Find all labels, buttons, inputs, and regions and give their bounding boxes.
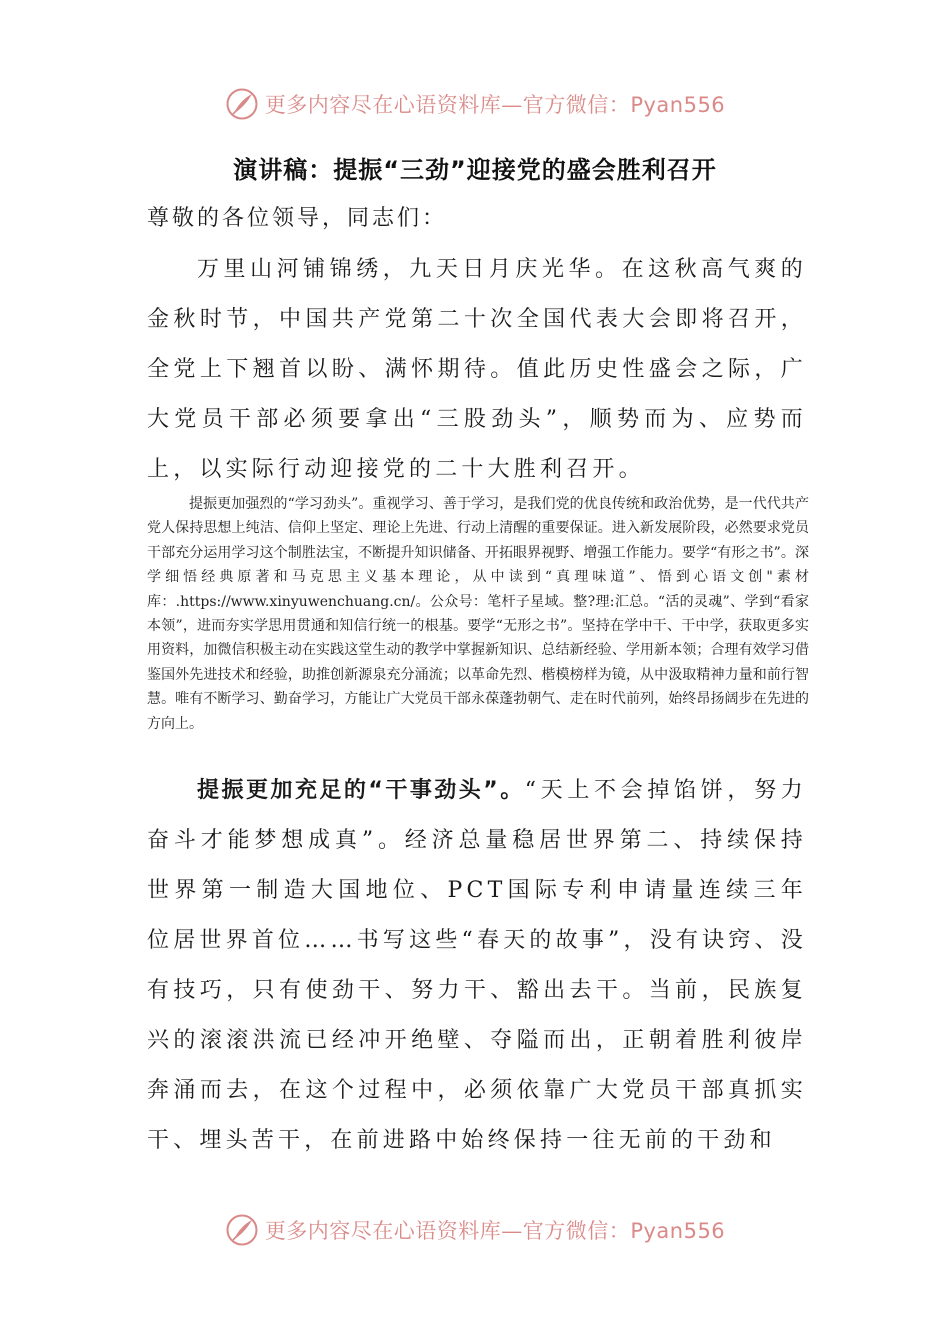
- banner-wechat-handle: Pyan556: [630, 93, 726, 117]
- paragraph-study: [147, 492, 809, 736]
- header-watermark-banner: [0, 82, 950, 126]
- paragraph-intro: [147, 245, 807, 495]
- quill-logo-icon: [225, 1213, 259, 1247]
- banner-text: 更多内容尽在心语资料库—官方微信：Pyan556: [264, 93, 726, 117]
- paragraph-work-lead: 提振更加充足的“干事劲头”。: [197, 778, 525, 803]
- quill-logo-icon: [225, 87, 259, 121]
- greeting: 尊敬的各位领导，同志们：: [147, 206, 448, 231]
- paragraph-study-text: 提振更加强烈的“学习劲头”。重视学习、善于学习，是我们党的优良传统和政治优势，是一代代共产党人保持思想上纯洁、信仰上坚定、理论上先进、行动上清醒的重要保证。进入新发展阶段，必然要求党员干部充分运用学习这个制胜法宝，不断提升知识储备、开拓眼界视野、增强工作能力。要学“有形之书”。深学细悟经典原著和马克思主义基本理论，从中读到“真理味道”、悟到心语文创"素材库：.https://www.xinyuwenchuang.cn/。公众号：笔杆子星域。整?理:汇总。“活的灵魂”、学到“看家本领”，进而夯实学思用贯通和知信行统一的根基。要学“无形之书”。坚持在学中干、干中学，获取更多实用资料，加微信积极主动在实践这堂生动的教学中掌握新知识、总结新经验、学用新本领；合理有效学习借鉴国外先进技术和经验，助推创新源泉充分涌流；以革命先烈、楷模榜样为镜，从中汲取精神力量和前行智慧。唯有不断学习、勤奋学习，方能让广大党员干部永葆蓬勃朝气、走在时代前列，始终昂扬阔步在先进的方向上。: [147, 496, 809, 732]
- banner-wechat-handle: Pyan556: [630, 1219, 726, 1243]
- paragraph-intro-text: 万里山河铺锦绣，九天日月庆光华。在这秋高气爽的金秋时节，中国共产党第二十次全国代表大会即将召开，全党上下翘首以盼、满怀期待。值此历史性盛会之际，广大党员干部必须要拿出“三股劲头”，顺势而为、应势而上，以实际行动迎接党的二十大胜利召开。: [147, 257, 807, 482]
- page-title: 演讲稿：提振“三劲”迎接党的盛会胜利召开: [233, 156, 717, 184]
- footer-watermark-banner: [0, 1208, 950, 1252]
- banner-text: 更多内容尽在心语资料库—官方微信：Pyan556: [264, 1219, 726, 1243]
- paragraph-work: [147, 766, 807, 1166]
- paragraph-work-text: [147, 766, 807, 1166]
- paragraph-work-body: “天上不会掉馅饼，努力奋斗才能梦想成真”。经济总量稳居世界第二、持续保持世界第一制造大国地位、PCT国际专利申请量连续三年位居世界首位……书写这些“春天的故事”，没有诀窍、没有技巧，只有使劲干、努力干、豁出去干。当前，民族复兴的滚滚洪流已经冲开绝壁、夺隘而出，正朝着胜利彼岸奔涌而去，在这个过程中，必须依靠广大党员干部真抓实干、埋头苦干，在前进路中始终保持一往无前的干劲和: [147, 778, 807, 1153]
